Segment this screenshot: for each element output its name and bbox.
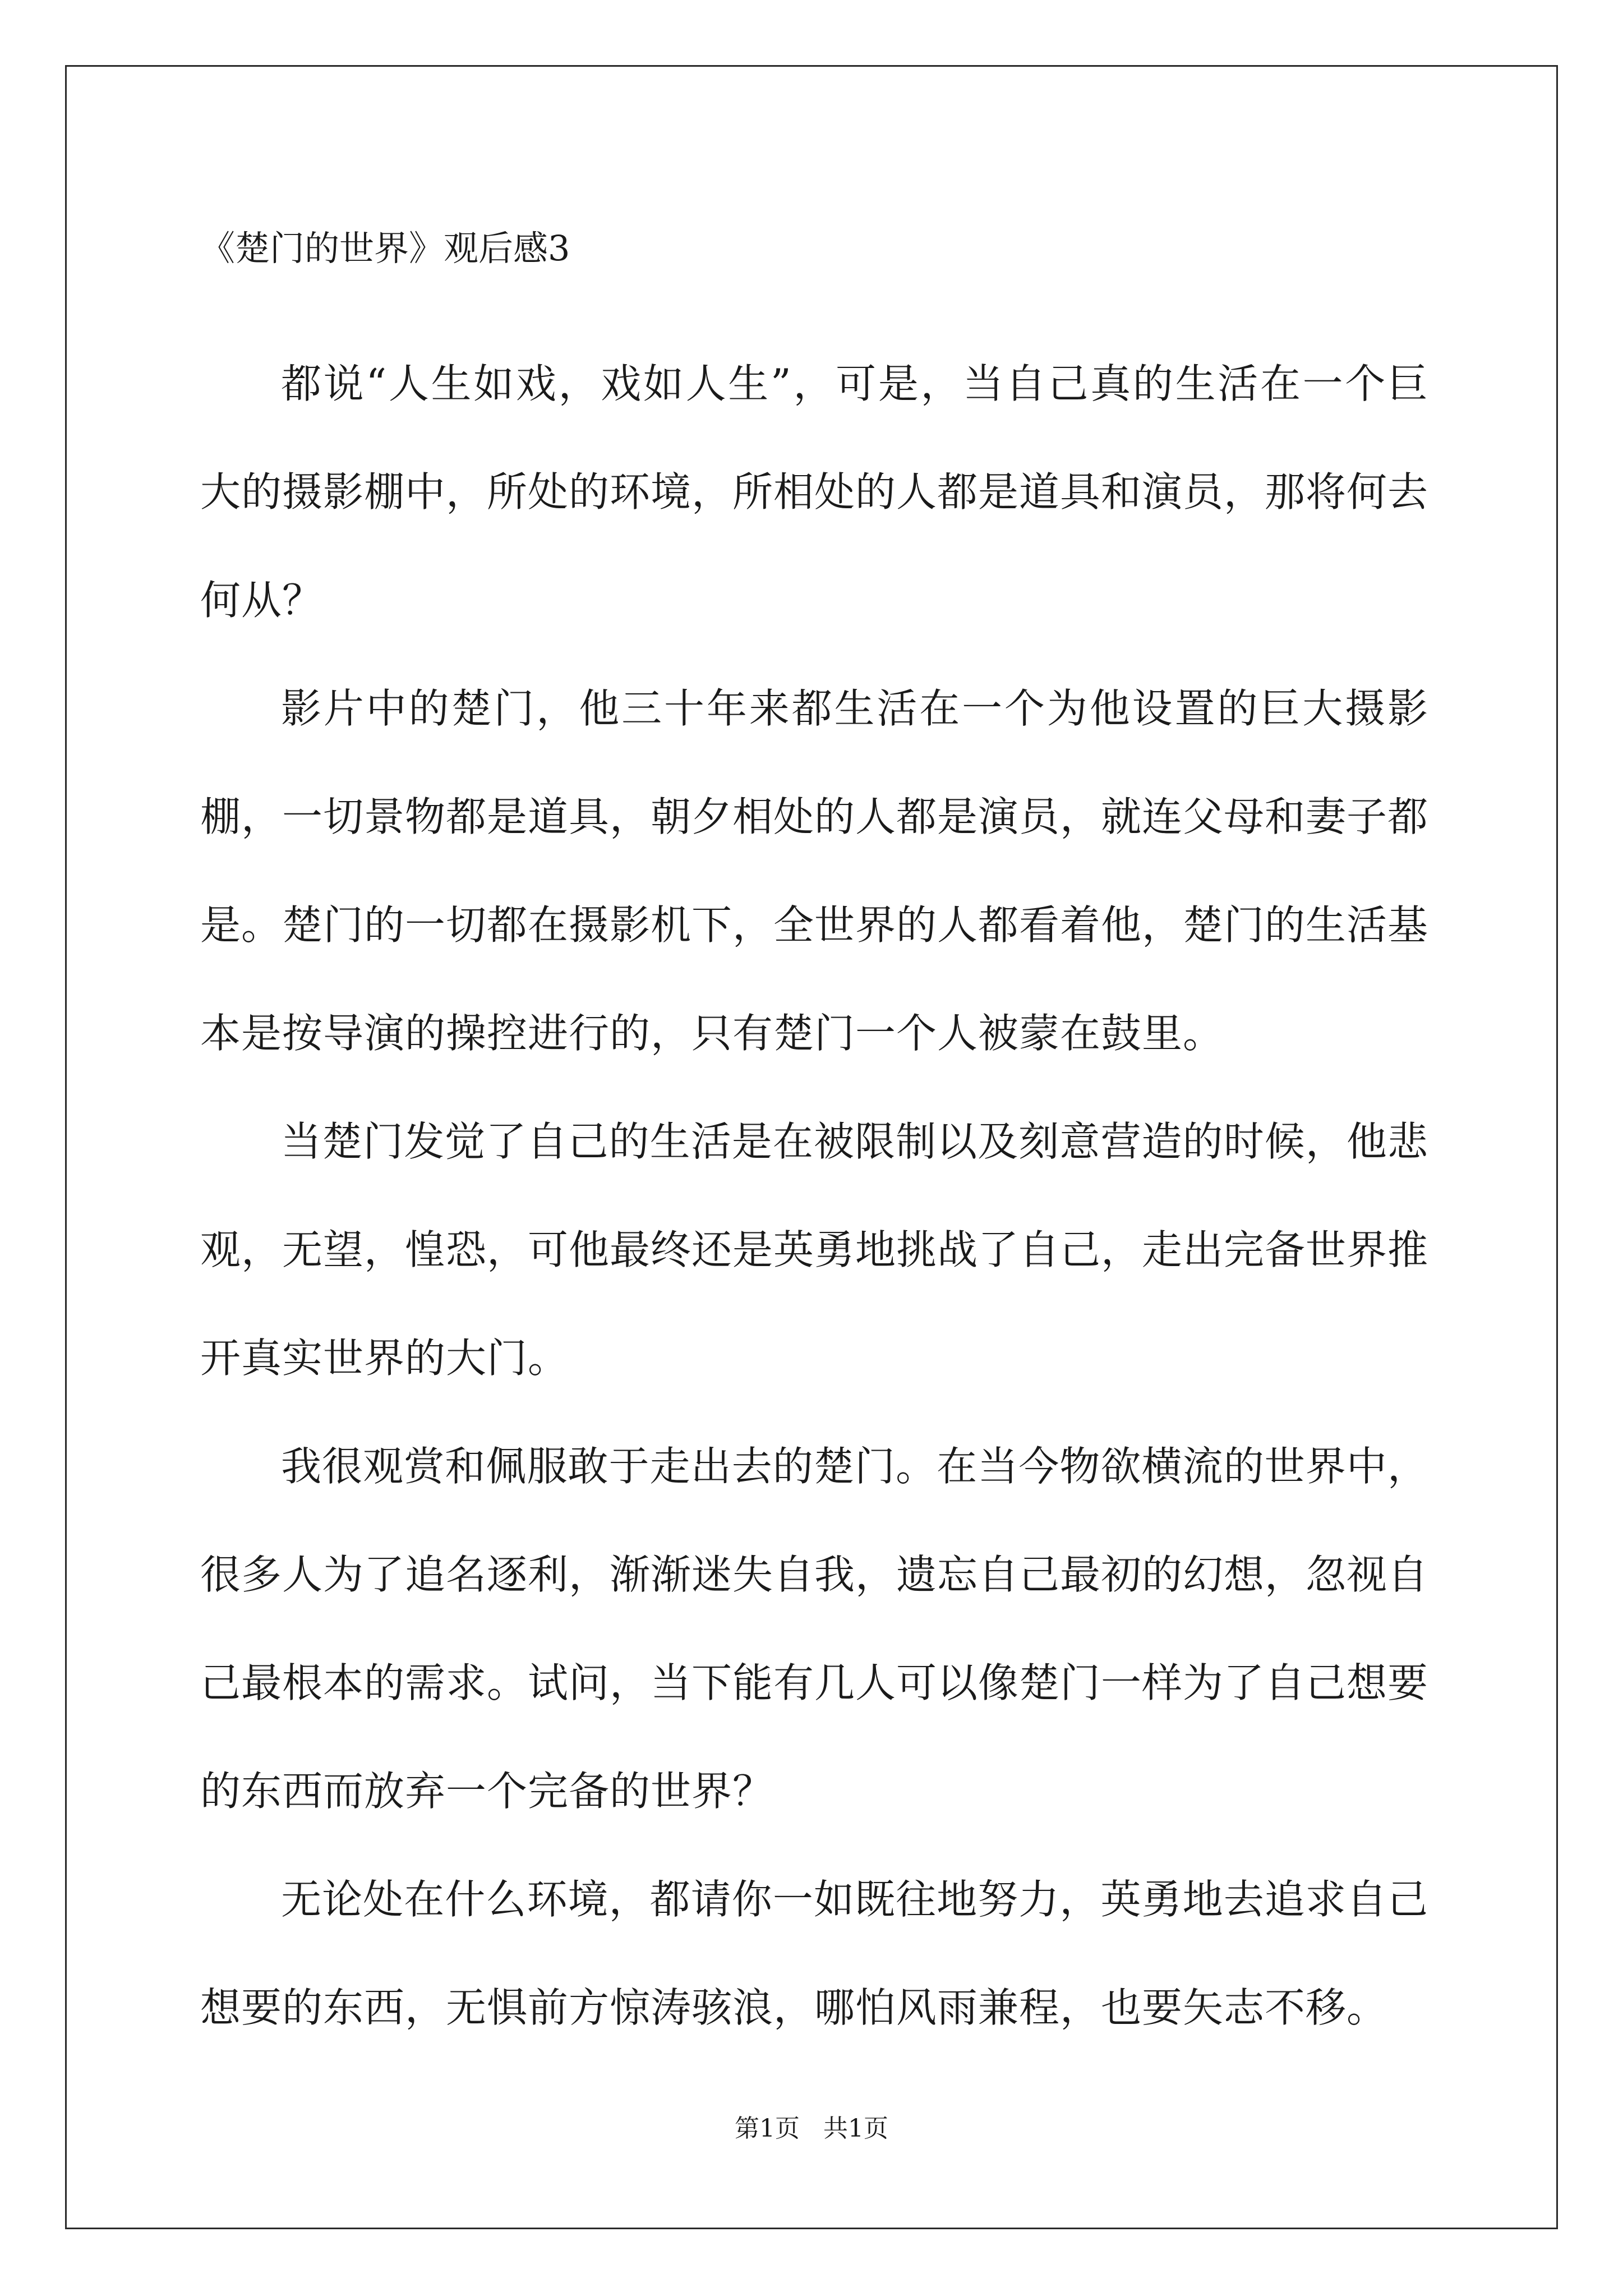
document-body <box>200 222 1428 2062</box>
document-title: 《楚门的世界》观后感3 <box>200 228 570 269</box>
paragraph-5: 无论处在什么环境，都请你一如既往地努力，英勇地去追求自己想要的东西，无惧前方惊涛骇浪，哪怕风雨兼程，也要矢志不移。 <box>200 1876 1428 2031</box>
page-footer: 第1页 共1页 <box>735 2114 888 2143</box>
paragraph-1: 都说“人生如戏，戏如人生”，可是，当自己真的生活在一个巨大的摄影棚中，所处的环境，所相处的人都是道具和演员，那将何去何从？ <box>200 360 1429 624</box>
paragraph-4: 我很观赏和佩服敢于走出去的楚门。在当今物欲横流的世界中，很多人为了追名逐利，渐渐迷失自我，遗忘自己最初的幻想，忽视自己最根本的需求。试问，当下能有几人可以像楚门一样为了自己想要的东西而放弃一个完备的世界？ <box>200 1443 1429 1815</box>
paragraph-2: 影片中的楚门，他三十年来都生活在一个为他设置的巨大摄影棚，一切景物都是道具，朝夕相处的人都是演员，就连父母和妻子都是。楚门的一切都在摄影机下，全世界的人都看着他，楚门的生活基本是按导演的操控进行的，只有楚门一个人被蒙在鼓里。 <box>200 685 1429 1057</box>
paragraph-3: 当楚门发觉了自己的生活是在被限制以及刻意营造的时候，他悲观，无望，惶恐，可他最终还是英勇地挑战了自己，走出完备世界推开真实世界的大门。 <box>200 1118 1429 1382</box>
